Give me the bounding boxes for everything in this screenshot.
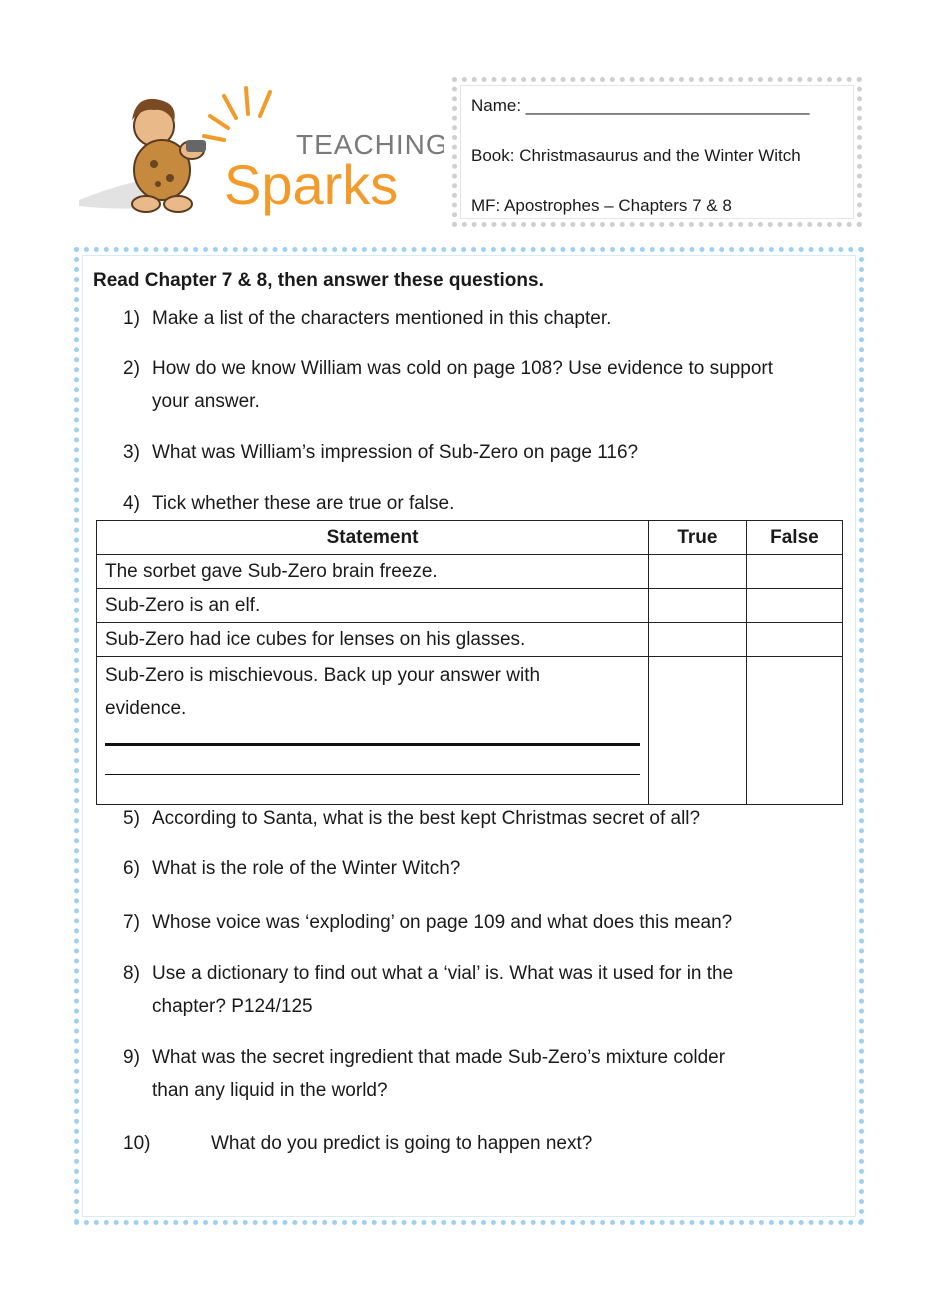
false-tick-cell[interactable]: [746, 589, 842, 623]
student-info-box: [452, 77, 862, 227]
statement-cell: Sub-Zero is an elf.: [97, 589, 649, 623]
header-statement: Statement: [97, 521, 649, 555]
svg-text:Sparks: Sparks: [224, 153, 399, 216]
statement-cell-evidence: [97, 657, 649, 805]
statement-cell: The sorbet gave Sub-Zero brain freeze.: [97, 555, 649, 589]
false-tick-cell[interactable]: [746, 623, 842, 657]
svg-text:TEACHING: TEACHING: [296, 129, 444, 160]
table-row: [97, 555, 843, 589]
evidence-answer-line[interactable]: [105, 743, 640, 746]
book-label: Book: Christmasaurus and the Winter Witch: [471, 146, 801, 165]
true-tick-cell[interactable]: [649, 623, 747, 657]
statement-line: evidence.: [105, 698, 187, 719]
evidence-answer-line[interactable]: [105, 774, 640, 775]
table-row: [97, 623, 843, 657]
table-row: [97, 657, 843, 805]
table-header-row: [97, 521, 843, 555]
statement-cell: Sub-Zero had ice cubes for lenses on his glasses.: [97, 623, 649, 657]
true-tick-cell[interactable]: [649, 589, 747, 623]
true-tick-cell[interactable]: [649, 555, 747, 589]
instruction-heading: Read Chapter 7 & 8, then answer these questions.: [93, 270, 544, 291]
table-row: [97, 589, 843, 623]
mf-label: MF: Apostrophes – Chapters 7 & 8: [471, 196, 732, 215]
true-tick-cell[interactable]: [649, 657, 747, 805]
true-false-table: [96, 520, 843, 805]
header-true: True: [649, 521, 747, 555]
statement-line: Sub-Zero is mischievous. Back up your answer with: [105, 665, 541, 686]
false-tick-cell[interactable]: [746, 657, 842, 805]
false-tick-cell[interactable]: [746, 555, 842, 589]
teaching-sparks-logo: [74, 78, 444, 228]
name-field[interactable]: Name: ______________________________: [471, 96, 810, 115]
header-false: False: [746, 521, 842, 555]
